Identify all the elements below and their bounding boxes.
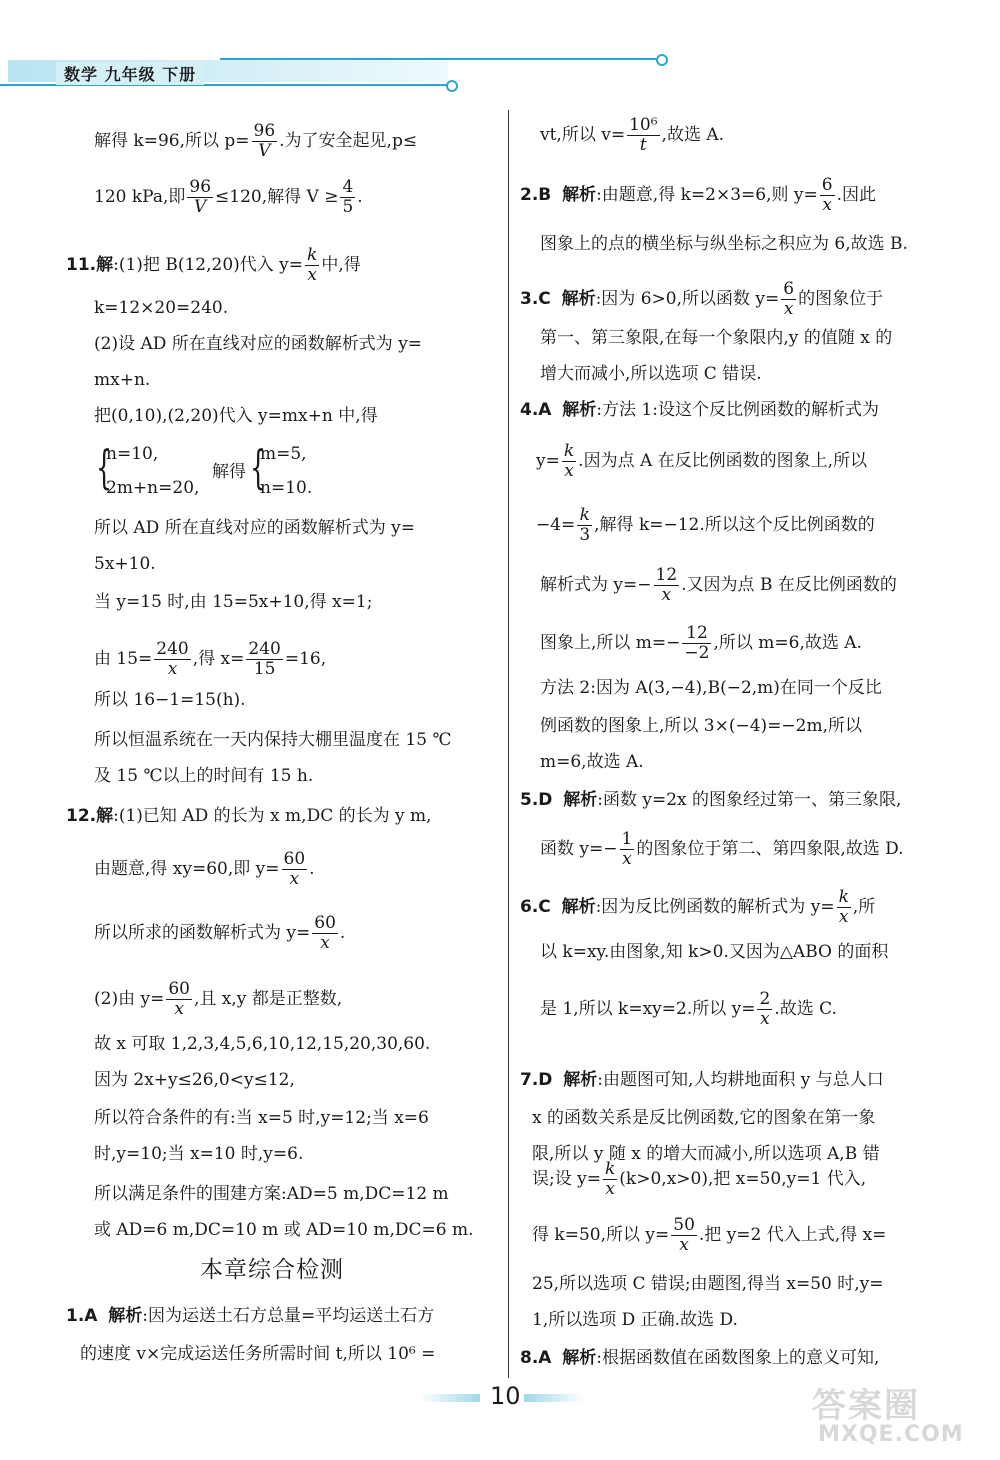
fraction [757, 990, 772, 1029]
line: 当 y=15 时,由 15=5x+10,得 x=1; [94, 592, 373, 612]
text: 图象上,所以 m=− [540, 633, 681, 653]
system-eq: 2m+n=20, [106, 478, 200, 498]
denominator: x [605, 1179, 615, 1199]
denominator: x [622, 849, 632, 869]
watermark-logo-text: 答案圈 [812, 1386, 920, 1426]
line: 所以满足条件的围建方案:AD=5 m,DC=12 m [94, 1184, 449, 1204]
numerator: 96 [253, 121, 276, 141]
line: 以 k=xy.由图象,知 k>0.又因为△ABO 的面积 [540, 942, 889, 962]
line: 所以恒温系统在一天内保持大棚里温度在 15 ℃ [94, 730, 452, 750]
numerator: 12 [655, 565, 678, 585]
line: 所以 AD 所在直线对应的函数解析式为 y= [94, 518, 415, 538]
denominator: −2 [684, 643, 710, 663]
numerator: 60 [314, 913, 336, 933]
line [532, 1216, 886, 1255]
answer-tag: 4.A [520, 400, 552, 420]
denominator: 15 [253, 659, 276, 679]
text: 所以所求的函数解析式为 y= [94, 923, 311, 943]
line: 所以 16−1=15(h). [94, 690, 246, 710]
numerator: 6 [821, 175, 833, 195]
line [520, 280, 883, 319]
watermark-url: MXQE.COM [818, 1422, 964, 1447]
line: 所以符合条件的有:当 x=5 时,y=12;当 x=6 [94, 1108, 429, 1128]
line: 图象上的点的横坐标与纵坐标之积应为 6,故选 B. [540, 234, 908, 254]
line: 限,所以 y 随 x 的增大而减小,所以选项 A,B 错 [532, 1144, 880, 1164]
analysis-label: 解析 [561, 897, 596, 917]
denominator: x [307, 265, 317, 285]
answer-tag: 5.D [520, 790, 553, 810]
text: 由 15= [94, 649, 153, 669]
text: ,故选 A. [661, 125, 725, 145]
denominator: V [194, 197, 207, 217]
numerator: 240 [156, 639, 189, 659]
line: 时,y=10;当 x=10 时,y=6. [94, 1144, 304, 1164]
numerator: 96 [189, 177, 212, 197]
text: 的图象位于第二、第四象限,故选 D. [636, 839, 904, 859]
text: 中,得 [321, 255, 361, 275]
line [540, 624, 862, 663]
text: ,得 x= [192, 649, 245, 669]
text: −4= [536, 515, 576, 535]
denominator: x [564, 461, 574, 481]
numerator: 60 [168, 979, 190, 999]
text: 解得 k=96,所以 p= [94, 131, 250, 151]
text: 由题意,得 xy=60,即 y= [94, 859, 280, 879]
footer-ornament-right [524, 1394, 584, 1402]
numerator: 50 [673, 1215, 695, 1235]
line: 及 15 ℃以上的时间有 15 h. [94, 766, 314, 786]
line: 5x+10. [94, 554, 156, 574]
line [536, 506, 875, 545]
fraction [620, 830, 635, 869]
footer-ornament-left [420, 1394, 480, 1402]
line [540, 116, 724, 155]
numerator: k [604, 1159, 616, 1179]
answer-tag: 1.A [66, 1306, 98, 1326]
line: 方法 2:因为 A(3,−4),B(−2,m)在同一个反比 [540, 678, 882, 698]
text: .因为点 A 在反比例函数的图象上,所以 [578, 451, 868, 471]
denominator: x [760, 1009, 770, 1029]
line: 1,所以选项 D 正确.故选 D. [532, 1310, 738, 1330]
text: 解析式为 y=− [540, 575, 652, 595]
book-title: 数学 九年级 下册 [56, 62, 204, 85]
numerator: 4 [342, 177, 354, 197]
answer-tag: 6.C [520, 897, 551, 917]
system-eq: n=10, [106, 444, 159, 464]
numerator: 240 [248, 639, 281, 659]
line: k=12×20=240. [94, 298, 229, 318]
analysis-label: 解析 [562, 1348, 597, 1368]
denominator: x [174, 999, 184, 1019]
text: . [309, 859, 315, 879]
fraction [654, 566, 680, 605]
denominator: x [167, 659, 178, 679]
text: 函数 y=− [540, 839, 618, 859]
line: (2)设 AD 所在直线对应的函数解析式为 y= [94, 334, 423, 354]
numerator: k [563, 441, 575, 461]
line [536, 442, 867, 481]
numerator: 6 [783, 279, 795, 299]
fraction [682, 624, 711, 663]
fraction [837, 888, 851, 927]
denominator: x [822, 195, 832, 215]
system-brace-left: { [96, 440, 113, 494]
line [532, 1160, 866, 1199]
analysis-label: 解析 [562, 185, 597, 205]
fraction [627, 116, 659, 155]
text: .把 y=2 代入上式,得 x= [698, 1225, 887, 1245]
answer-tag: 7.D [520, 1070, 553, 1090]
analysis-label: 解析 [108, 1306, 143, 1326]
fraction [577, 506, 592, 545]
text: :根据函数值在函数图象上的意义可知, [596, 1348, 880, 1368]
fraction [781, 280, 796, 319]
denominator: t [639, 135, 647, 155]
denominator: 5 [342, 197, 354, 217]
denominator: V [258, 141, 271, 161]
line: 第一、第三象限,在每一个象限内,y 的值随 x 的 [540, 328, 893, 348]
text: (2)由 y= [94, 989, 165, 1009]
numerator: 1 [621, 829, 633, 849]
line: mx+n. [94, 370, 151, 390]
text: .又因为点 B 在反比例函数的 [681, 575, 897, 595]
fraction [562, 442, 576, 481]
denominator: x [289, 869, 300, 889]
question-number: 11.解 [66, 255, 114, 275]
system-brace-right: { [250, 440, 267, 494]
denominator: x [838, 907, 849, 927]
text: . [339, 923, 346, 943]
text: ,所以 m=6,故选 A. [713, 633, 862, 653]
text: 得 k=50,所以 y= [532, 1225, 670, 1245]
numerator: 10⁶ [629, 115, 658, 135]
line [520, 400, 879, 420]
text: :由题意,得 k=2×3=6,则 y= [596, 185, 818, 205]
line: 解得 [212, 462, 246, 482]
analysis-label: 解析 [563, 790, 598, 810]
text: :因为 6>0,所以函数 y= [595, 289, 780, 309]
text: vt,所以 v= [540, 125, 626, 145]
line: 例函数的图象上,所以 3×(−4)=−2m,所以 [540, 716, 863, 736]
line [540, 566, 897, 605]
text: (k>0,x>0),把 x=50,y=1 代入, [619, 1169, 867, 1189]
numerator: k [307, 245, 318, 265]
text: .故选 C. [774, 999, 837, 1019]
text: 是 1,所以 k=xy=2.所以 y= [540, 999, 756, 1019]
line [520, 1070, 884, 1090]
line: 的速度 v×完成运送任务所需时间 t,所以 10⁶ = [80, 1344, 436, 1364]
line [520, 1348, 879, 1368]
analysis-label: 解析 [563, 1070, 598, 1090]
text: ,解得 k=−12.所以这个反比例函数的 [594, 515, 875, 535]
line: 因为 2x+y≤26,0<y≤12, [94, 1070, 295, 1090]
watermark [808, 1378, 988, 1452]
text: :方法 1:设这个反比例函数的解析式为 [596, 400, 879, 420]
numerator: k [838, 887, 849, 907]
text: 的图象位于 [798, 289, 884, 309]
text: ,所 [852, 897, 876, 917]
line: 故 x 可取 1,2,3,4,5,6,10,12,15,20,30,60. [94, 1034, 431, 1054]
line: 把(0,10),(2,20)代入 y=mx+n 中,得 [94, 406, 378, 426]
question-number: 12.解 [66, 806, 114, 826]
text: =16, [284, 649, 327, 669]
text: :(1)已知 AD 的长为 x m,DC 的长为 y m, [113, 806, 432, 826]
line [540, 990, 837, 1029]
line: x 的函数关系是反比例函数,它的图象在第一象 [532, 1108, 876, 1128]
denominator: x [679, 1235, 689, 1255]
numerator: 60 [283, 849, 306, 869]
denominator: x [320, 933, 330, 953]
text: y= [536, 451, 560, 471]
answer-tag: 8.A [520, 1348, 552, 1368]
line [540, 830, 904, 869]
analysis-label: 解析 [561, 289, 596, 309]
line: 增大而减小,所以选项 C 错误. [540, 364, 762, 384]
line: 25,所以选项 C 错误;由题图,得当 x=50 时,y= [532, 1274, 884, 1294]
answer-tag: 3.C [520, 289, 551, 309]
fraction [671, 1216, 697, 1255]
section-title: 本章综合检测 [200, 1257, 344, 1283]
numerator: 2 [759, 989, 771, 1009]
text: .为了安全起见,p≤ [279, 131, 418, 151]
fraction [820, 176, 835, 215]
system-eq: m=5, [260, 444, 307, 464]
answer-tag: 2.B [520, 185, 552, 205]
system-eq: n=10. [260, 478, 313, 498]
page-footer [420, 1380, 590, 1414]
text: ,且 x,y 都是正整数, [193, 989, 343, 1009]
line: 或 AD=6 m,DC=10 m 或 AD=10 m,DC=6 m. [94, 1220, 474, 1240]
text: 120 kPa,即 [94, 187, 186, 207]
text: :由题图可知,人均耕地面积 y 与总人口 [597, 1070, 884, 1090]
text: :(1)把 B(12,20)代入 y= [113, 255, 304, 275]
denominator: x [661, 585, 672, 605]
analysis-label: 解析 [562, 400, 597, 420]
text: ≤120,解得 V ≥ [215, 187, 339, 207]
text: 误;设 y= [532, 1169, 601, 1189]
text: . [357, 187, 363, 207]
text: :因为反比例函数的解析式为 y= [595, 897, 835, 917]
denominator: 3 [579, 525, 591, 545]
fraction [603, 1160, 617, 1199]
text: .因此 [836, 185, 876, 205]
text: :函数 y=2x 的图象经过第一、第三象限, [597, 790, 902, 810]
page-number: 10 [490, 1382, 521, 1410]
text: :因为运送土石方总量=平均运送土石方 [142, 1306, 435, 1326]
numerator: 12 [682, 624, 711, 644]
line [520, 790, 901, 810]
numerator: k [577, 506, 592, 526]
line: m=6,故选 A. [540, 752, 644, 772]
line [520, 888, 875, 927]
line [520, 176, 876, 215]
denominator: x [783, 299, 794, 319]
